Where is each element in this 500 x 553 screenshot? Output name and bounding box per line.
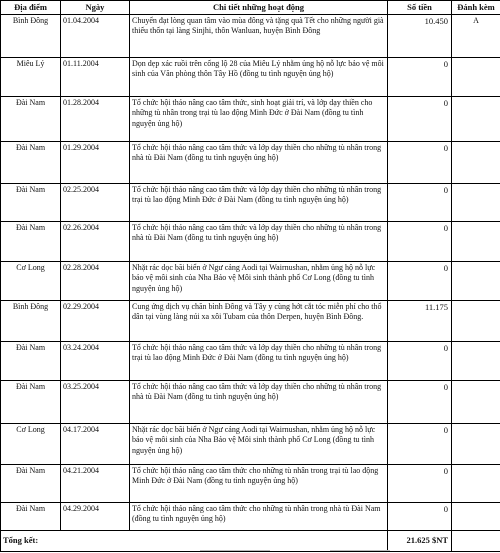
rating-cell (452, 183, 500, 221)
total-value: 21.625 $NT (388, 530, 452, 551)
details-cell: Dọn dẹp xác ruồi trên cống lộ 28 của Miêu Lý nhằm ủng hộ nỗ lực bảo vệ môi sinh của Văn phòng thôn Tây Hồ (đồng tu tình nguyện ủng hộ) (130, 57, 388, 96)
rating-cell (452, 300, 500, 341)
details-cell: Chuyển đạt lòng quan tâm vào mùa đông và tặng quà Tết cho những người già thiếu thốn tại làng Sinjhi, thôn Wanluan, huyện Bình Đông (130, 14, 388, 57)
table-row (1, 341, 500, 380)
rating-cell (452, 380, 500, 423)
rating-cell (452, 464, 500, 502)
amount-cell: 0 (388, 183, 452, 221)
rating-cell (452, 57, 500, 96)
amount-cell: 0 (388, 57, 452, 96)
scan-line (200, 550, 270, 551)
table-row (1, 96, 500, 141)
table-row (1, 57, 500, 96)
amount-cell: 0 (388, 221, 452, 261)
amount-cell: 0 (388, 341, 452, 380)
table-row (1, 221, 500, 261)
rating-cell (452, 96, 500, 141)
location-cell: Đài Nam (1, 221, 61, 261)
amount-cell: 0 (388, 261, 452, 300)
details-cell: Tổ chức hội thảo nâng cao tâm thức cho những tù nhân trong trại tù lao động Minh Đức ở Đài Nam (đồng tu tình nguyện ủng hộ) (130, 464, 388, 502)
location-cell: Cơ Long (1, 261, 61, 300)
table-row (1, 14, 500, 57)
location-cell: Đài Nam (1, 341, 61, 380)
date-cell: 02.29.2004 (61, 300, 130, 341)
amount-cell: 10.450 (388, 14, 452, 57)
date-cell: 04.29.2004 (61, 502, 130, 530)
date-cell: 01.04.2004 (61, 14, 130, 57)
header-row (1, 1, 500, 15)
details-cell: Tổ chức hội thảo nâng cao tâm thức và lớp dạy thiền cho những tù nhân trong trại tù lao động Minh Đức ở Đài Nam (đồng tu tình nguyện ủng hộ) (130, 183, 388, 221)
date-cell: 03.24.2004 (61, 341, 130, 380)
location-cell: Đài Nam (1, 183, 61, 221)
table-row (1, 464, 500, 502)
details-cell: Tổ chức hội thảo nâng cao tâm thức và lớp dạy thiền cho những tù nhân trong nhà tù Đài Nam (đồng tu tình nguyện ủng hộ) (130, 141, 388, 183)
date-cell: 04.17.2004 (61, 423, 130, 464)
rating-cell (452, 141, 500, 183)
table-row (1, 141, 500, 183)
date-cell: 02.26.2004 (61, 221, 130, 261)
header-rating: Đánh kèm (452, 1, 500, 15)
details-cell: Tổ chức hội thảo nâng cao tâm thức cho những tù nhân trong nhà tù Đài Nam (đồng tu tình nguyện ủng hộ) (130, 502, 388, 530)
location-cell: Cơ Long (1, 423, 61, 464)
rating-cell: A (452, 14, 500, 57)
date-cell: 04.21.2004 (61, 464, 130, 502)
date-cell: 03.25.2004 (61, 380, 130, 423)
details-cell: Tổ chức hội thảo nâng cao tâm thức và lớp dạy thiền cho những tù nhân trong nhà tù Đài Nam (đồng tu tình nguyện ủng hộ) (130, 380, 388, 423)
table-row (1, 261, 500, 300)
table-row (1, 183, 500, 221)
header-details: Chi tiết những hoạt động (130, 1, 388, 15)
date-cell: 01.11.2004 (61, 57, 130, 96)
total-label: Tổng kết: (1, 530, 388, 551)
date-cell: 02.28.2004 (61, 261, 130, 300)
details-cell: Cung ứng dịch vụ chăn bình Đông và Tây y cùng hớt cắt tóc miễn phí cho thổ dân tại vùng làng núi xa xôi Tubam của thôn Derpen, huyện Bình Đông. (130, 300, 388, 341)
table-row (1, 380, 500, 423)
location-cell: Đài Nam (1, 502, 61, 530)
rating-cell (452, 221, 500, 261)
date-cell: 02.25.2004 (61, 183, 130, 221)
table-body (1, 14, 500, 551)
header-date: Ngày (61, 1, 130, 15)
date-cell: 01.29.2004 (61, 141, 130, 183)
date-cell: 01.28.2004 (61, 96, 130, 141)
location-cell: Đài Nam (1, 380, 61, 423)
header-amount: Số tiền (388, 1, 452, 15)
bottom-scan-edge (0, 548, 500, 553)
amount-cell: 0 (388, 464, 452, 502)
amount-cell: 0 (388, 141, 452, 183)
rating-cell (452, 341, 500, 380)
details-cell: Nhặt rác dọc bãi biển ở Ngư cảng Aodi tại Wairnushan, nhằm ủng hộ nỗ lực bảo vệ môi sinh của Nha Bảo vệ Môi sinh thành phố Cơ Long (đồng tu tình nguyện ủng hộ) (130, 261, 388, 300)
amount-cell: 0 (388, 380, 452, 423)
location-cell: Đài Nam (1, 141, 61, 183)
rating-cell (452, 423, 500, 464)
location-cell: Đài Nam (1, 464, 61, 502)
location-cell: Bình Đông (1, 300, 61, 341)
rating-cell (452, 502, 500, 530)
amount-cell: 0 (388, 423, 452, 464)
table-row (1, 502, 500, 530)
details-cell: Nhặt rác dọc bãi biển ở Ngư cảng Aodi tại Wairnushan, nhằm ủng hộ nỗ lực bảo vệ môi sinh của Nha Bảo vệ Môi sinh thành phố Cơ Long (đồng tu tình nguyện ủng hộ) (130, 423, 388, 464)
amount-cell: 11.175 (388, 300, 452, 341)
location-cell: Miêu Lý (1, 57, 61, 96)
table-row (1, 423, 500, 464)
location-cell: Bình Đông (1, 14, 61, 57)
details-cell: Tổ chức hội thảo nâng cao tâm thức, sinh hoạt giải trí, và lớp dạy thiền cho những tù nhân trong trại tù lao động Minh Đức ở Đài Nam (đồng tu tình nguyện ủng hộ) (130, 96, 388, 141)
scan-line (330, 550, 390, 551)
details-cell: Tổ chức hội thảo nâng cao tâm thức và lớp dạy thiền cho những tù nhân trong nhà tù Đài Nam (đồng tu tình nguyện ủng hộ) (130, 221, 388, 261)
rating-cell (452, 261, 500, 300)
amount-cell: 0 (388, 96, 452, 141)
table-row (1, 300, 500, 341)
amount-cell: 0 (388, 502, 452, 530)
details-cell: Tổ chức hội thảo nâng cao tâm thức và lớp dạy thiền cho những tù nhân trong trại tù lao động Minh Đức ở Đài Nam (đồng tu tình nguyện ủng hộ) (130, 341, 388, 380)
header-location: Địa điểm (1, 1, 61, 15)
location-cell: Đài Nam (1, 96, 61, 141)
